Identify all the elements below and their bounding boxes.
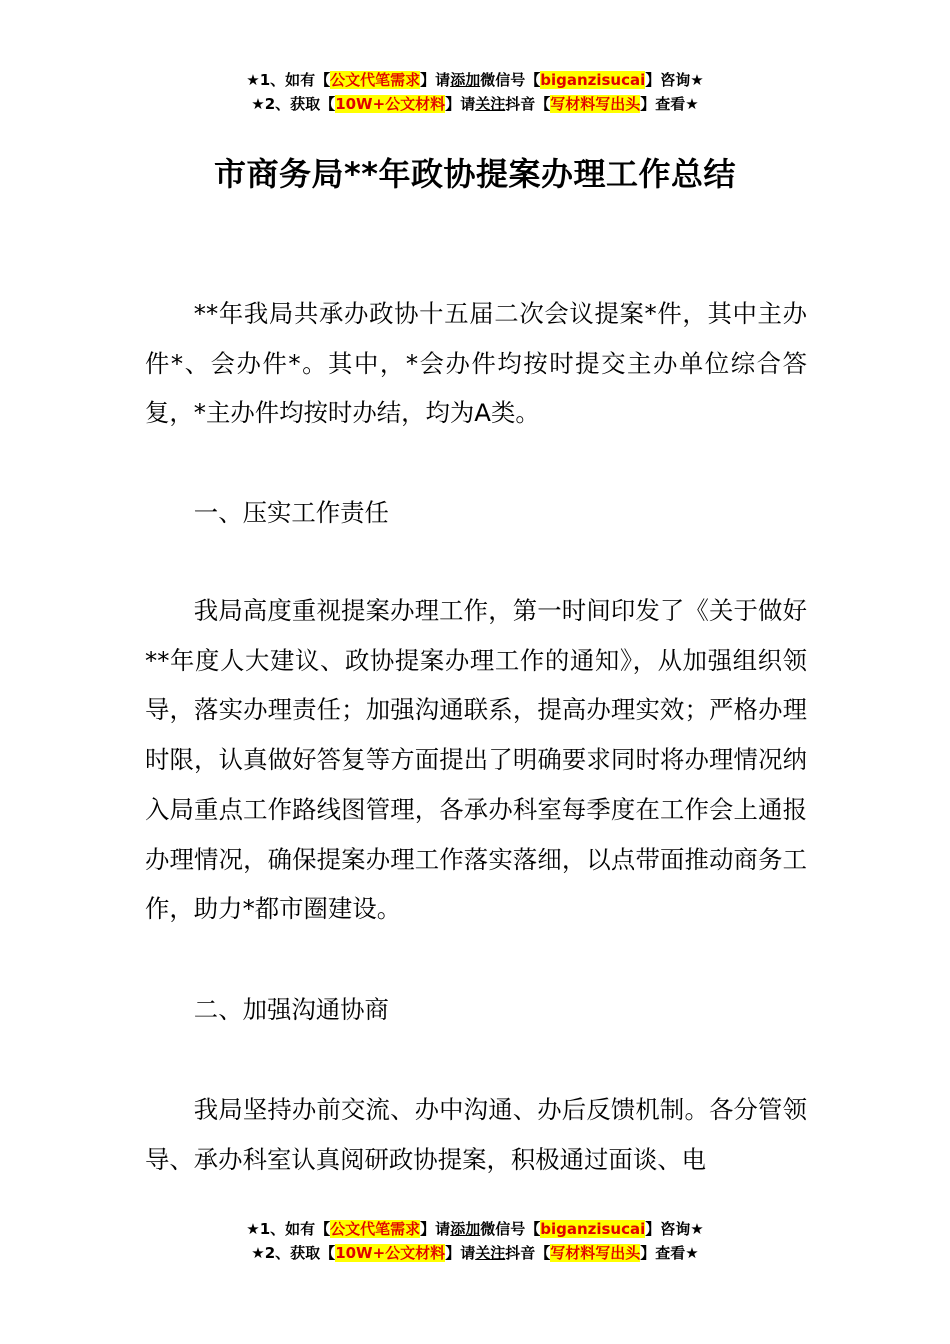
banner-underline: 添加 xyxy=(450,1220,481,1238)
banner-text: 】请 xyxy=(420,1220,451,1238)
banner-text: ★2、获取【 xyxy=(251,1244,336,1262)
footer-banner xyxy=(0,1217,950,1265)
banner-underline: 关注 xyxy=(475,95,506,113)
banner-highlight: 写材料写出头 xyxy=(550,95,641,113)
document-title: 市商务局**年政协提案办理工作总结 xyxy=(214,155,736,193)
banner-text: 微信号【 xyxy=(480,71,541,89)
heading-text: 一、压实工作责任 xyxy=(193,498,389,527)
banner-highlight: 公文代笔需求 xyxy=(330,71,421,89)
banner-text: 】请 xyxy=(420,71,451,89)
banner-line-2 xyxy=(0,92,950,116)
banner-text: 】请 xyxy=(445,95,476,113)
banner-text: 】请 xyxy=(445,1244,476,1262)
banner-highlight: 10W+公文材料 xyxy=(335,1244,446,1262)
banner-highlight: 公文代笔需求 xyxy=(330,1220,421,1238)
heading-text: 二、加强沟通协商 xyxy=(193,995,389,1024)
banner-text: ★2、获取【 xyxy=(251,95,336,113)
header-banner xyxy=(0,68,950,116)
section-heading-2 xyxy=(145,985,807,1035)
banner-text: 抖音【 xyxy=(505,95,551,113)
banner-line-1 xyxy=(0,68,950,92)
banner-text: 微信号【 xyxy=(480,1220,541,1238)
paragraph-3 xyxy=(145,1085,807,1184)
section-heading-1 xyxy=(145,488,807,538)
banner-highlight: biganzisucai xyxy=(540,71,646,89)
banner-text: ★1、如有【 xyxy=(246,1220,331,1238)
banner-highlight: 写材料写出头 xyxy=(550,1244,641,1262)
paragraph-text: **年我局共承办政协十五届二次会议提案*件，其中主办件*、会办件*。其中，*会办件均按时提交主办单位综合答复，*主办件均按时办结，均为A类。 xyxy=(145,299,807,428)
paragraph-2 xyxy=(145,586,807,934)
banner-highlight: biganzisucai xyxy=(540,1220,646,1238)
banner-text: 抖音【 xyxy=(505,1244,551,1262)
banner-underline: 关注 xyxy=(475,1244,506,1262)
paragraph-1 xyxy=(145,289,807,438)
banner-underline: 添加 xyxy=(450,71,481,89)
banner-text: ★1、如有【 xyxy=(246,71,331,89)
banner-text: 】咨询★ xyxy=(645,71,704,89)
banner-text: 】查看★ xyxy=(640,95,699,113)
banner-text: 】查看★ xyxy=(640,1244,699,1262)
banner-highlight: 10W+公文材料 xyxy=(335,95,446,113)
paragraph-text: 我局高度重视提案办理工作，第一时间印发了《关于做好**年度人大建议、政协提案办理工作的通知》，从加强组织领导，落实办理责任；加强沟通联系，提高办理实效；严格办理时限，认真做好答复等方面提出了明确要求同时将办理情况纳入局重点工作路线图管理，各承办科室每季度在工作会上通报办理情况，确保提案办理工作落实落细，以点带面推动商务工作，助力*都市圈建设。 xyxy=(145,596,807,924)
banner-text: 】咨询★ xyxy=(645,1220,704,1238)
banner-line-1 xyxy=(0,1217,950,1241)
paragraph-text: 我局坚持办前交流、办中沟通、办后反馈机制。各分管领导、承办科室认真阅研政协提案，积极通过面谈、电 xyxy=(145,1095,807,1174)
banner-line-2 xyxy=(0,1241,950,1265)
